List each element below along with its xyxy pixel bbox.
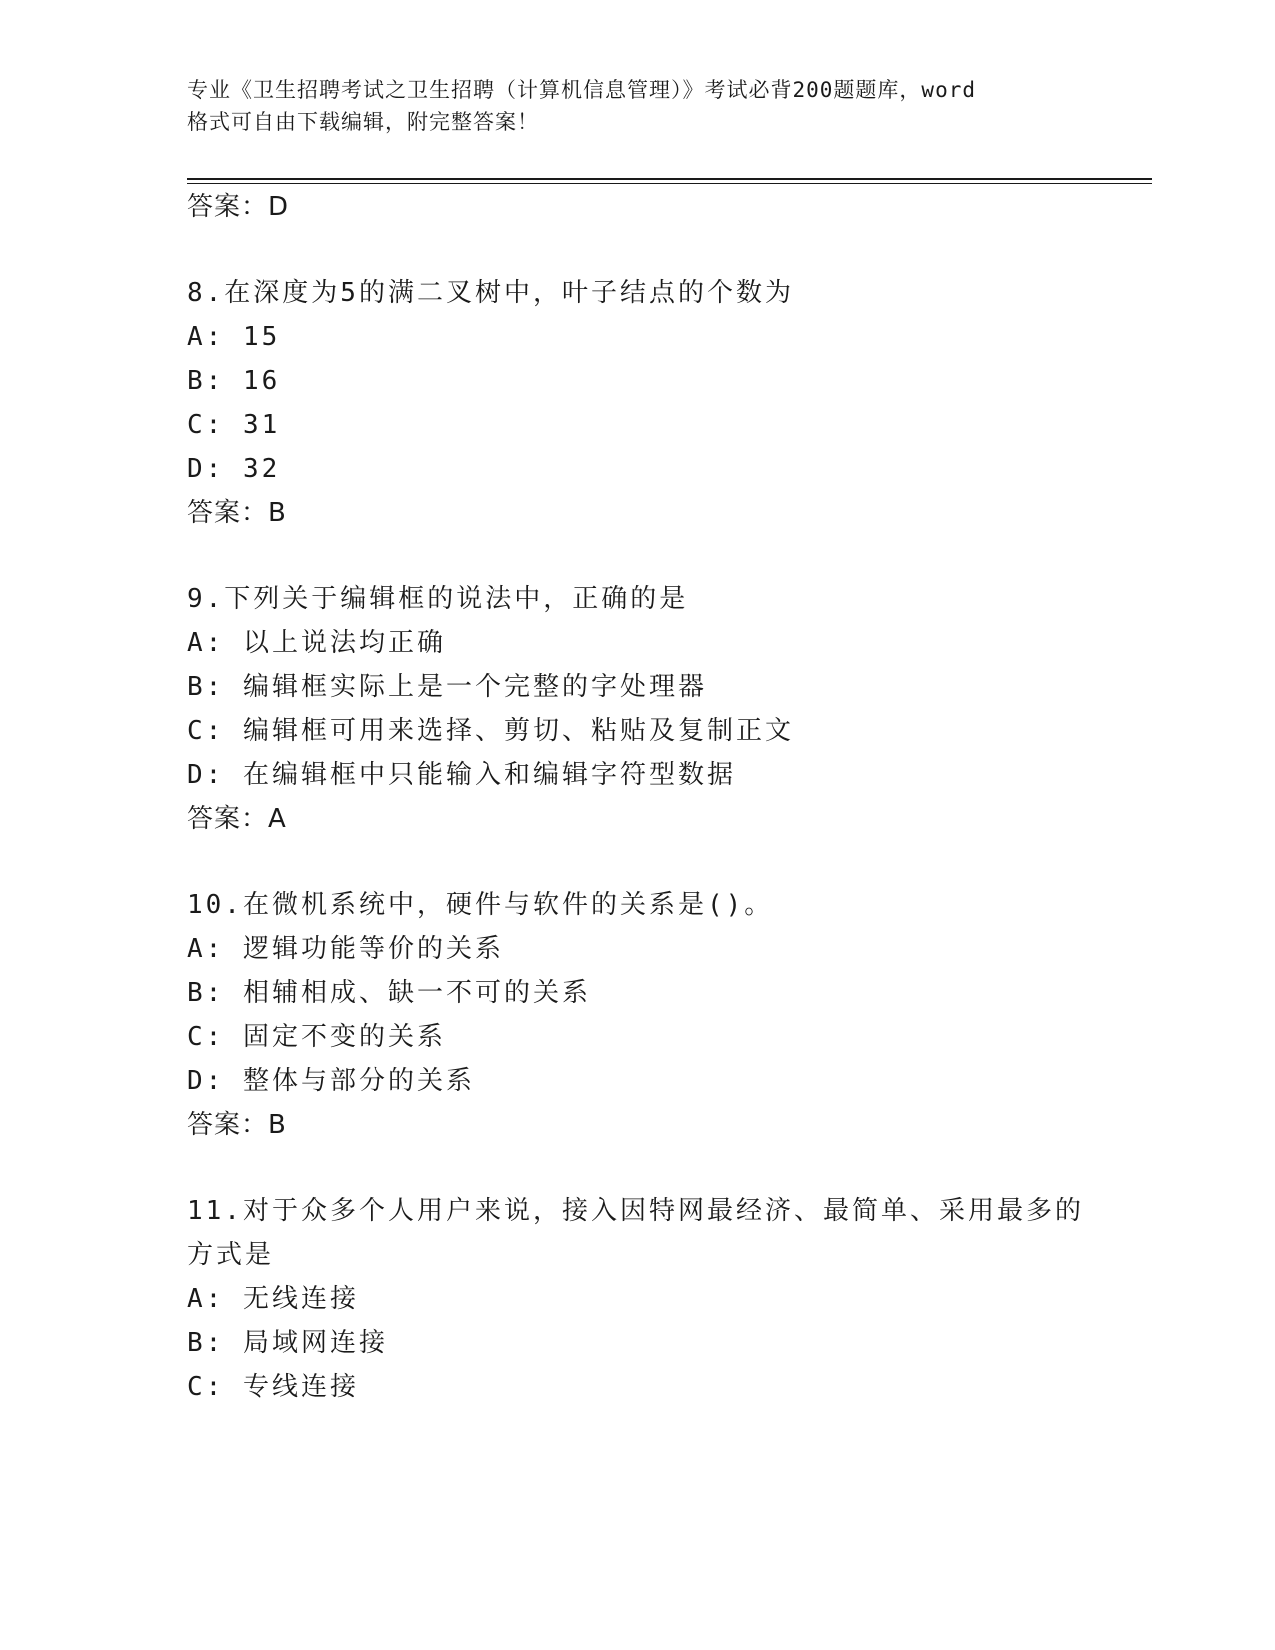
question-8-option-d: D: 32: [187, 454, 281, 484]
header-rule-thick: [187, 178, 1152, 180]
question-11-stem-line-2: 方式是: [187, 1240, 275, 1270]
header-rule-thin: [187, 183, 1152, 184]
answer-q7: 答案：D: [187, 192, 290, 222]
question-10-option-d: D: 整体与部分的关系: [187, 1066, 475, 1096]
question-9-option-a: A: 以上说法均正确: [187, 628, 446, 658]
question-8-option-a: A: 15: [187, 322, 281, 352]
question-11-option-a: A: 无线连接: [187, 1284, 359, 1314]
question-11-option-b: B: 局域网连接: [187, 1328, 388, 1358]
question-10-stem: 10.在微机系统中，硬件与软件的关系是()。: [187, 890, 774, 920]
question-9-stem: 9.下列关于编辑框的说法中，正确的是: [187, 584, 689, 614]
question-11-option-c: C: 专线连接: [187, 1372, 359, 1402]
document-header: [187, 74, 1087, 138]
question-10-answer: 答案：B: [187, 1110, 287, 1140]
question-8-answer: 答案：B: [187, 498, 287, 528]
question-9-answer: 答案：A: [187, 804, 287, 834]
header-line-2: 格式可自由下载编辑，附完整答案！: [187, 110, 539, 134]
question-8-option-c: C: 31: [187, 410, 281, 440]
question-9-option-b: B: 编辑框实际上是一个完整的字处理器: [187, 672, 707, 702]
question-10-option-c: C: 固定不变的关系: [187, 1022, 446, 1052]
question-10-option-b: B: 相辅相成、缺一不可的关系: [187, 978, 591, 1008]
question-9-option-c: C: 编辑框可用来选择、剪切、粘贴及复制正文: [187, 716, 794, 746]
question-10-option-a: A: 逻辑功能等价的关系: [187, 934, 504, 964]
question-8-option-b: B: 16: [187, 366, 281, 396]
header-line-1: 专业《卫生招聘考试之卫生招聘（计算机信息管理）》考试必背200题题库，word: [187, 78, 976, 102]
question-8-stem: 8.在深度为5的满二叉树中，叶子结点的个数为: [187, 278, 794, 308]
question-9-option-d: D: 在编辑框中只能输入和编辑字符型数据: [187, 760, 736, 790]
question-11-stem-line-1: 11.对于众多个人用户来说，接入因特网最经济、最简单、采用最多的: [187, 1196, 1084, 1226]
